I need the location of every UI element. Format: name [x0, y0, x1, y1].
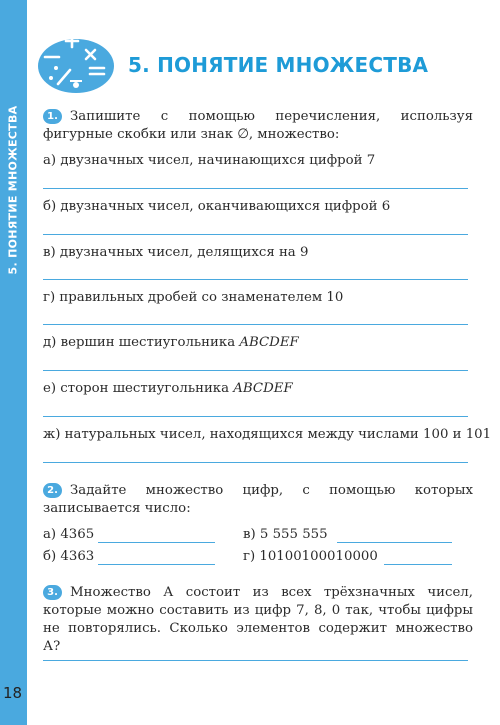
task-number-badge: 2. — [43, 483, 62, 498]
answer-line[interactable] — [43, 188, 468, 189]
answer-line[interactable] — [43, 370, 468, 371]
running-head — [0, 0, 27, 725]
answer-line[interactable] — [43, 279, 468, 280]
answer-line[interactable] — [337, 542, 452, 543]
task-number-badge: 3. — [43, 585, 62, 600]
answer-line[interactable] — [43, 416, 468, 417]
task-1-item-a: а) двузначных чисел, начинающихся цифрой 7 — [43, 153, 376, 168]
task-2-item-b: б) 4363 — [43, 549, 95, 564]
task-3-prompt — [43, 584, 473, 656]
item-label: д) вершин шестиугольника — [43, 335, 240, 350]
task-1-item-d: г) правильных дробей со знаменателем 10 — [43, 290, 344, 305]
task-number-badge: 1. — [43, 109, 62, 124]
page-number: 18 — [3, 684, 23, 702]
answer-line[interactable] — [43, 462, 468, 463]
answer-line[interactable] — [43, 660, 468, 661]
task-1-item-f — [43, 381, 293, 396]
math-operations-icon — [36, 30, 116, 98]
hexagon-name: ABCDEF — [233, 381, 293, 396]
task-1-text: Запишите с помощью перечисления, используя фигурные скобки или знак ∅, множество: — [43, 109, 473, 142]
running-head-label: 5. ПОНЯТИЕ МНОЖЕСТВА — [6, 105, 20, 275]
task-2-item-a: а) 4365 — [43, 527, 95, 542]
task-2-text: Задайте множество цифр, с помощью которых записывается число: — [43, 483, 473, 516]
answer-line[interactable] — [98, 564, 215, 565]
task-1-prompt — [43, 108, 473, 144]
hexagon-name: ABCDEF — [239, 335, 299, 350]
item-label: е) сторон шестиугольника — [43, 381, 234, 396]
answer-line[interactable] — [98, 542, 215, 543]
page-title: 5. ПОНЯТИЕ МНОЖЕСТВА — [128, 53, 429, 77]
task-1-item-c: в) двузначных чисел, делящихся на 9 — [43, 245, 309, 260]
task-1-item-b: б) двузначных чисел, оканчивающихся цифрой 6 — [43, 199, 391, 214]
task-2-item-c: в) 5 555 555 — [243, 527, 328, 542]
answer-line[interactable] — [43, 234, 468, 235]
task-1-item-e — [43, 335, 299, 350]
answer-line[interactable] — [384, 564, 452, 565]
task-2-item-d: г) 10100100010000 — [243, 549, 378, 564]
answer-line[interactable] — [43, 324, 468, 325]
task-2-prompt — [43, 482, 473, 518]
task-1-item-g: ж) натуральных чисел, находящихся между числами 100 и 101 — [43, 427, 492, 442]
task-3-text: Множество А состоит из всех трёхзначных чисел, которые можно составить из цифр 7, 8, 0 так, чтобы цифры не повторялись. Сколько элементов содержит множество А? — [43, 585, 473, 654]
